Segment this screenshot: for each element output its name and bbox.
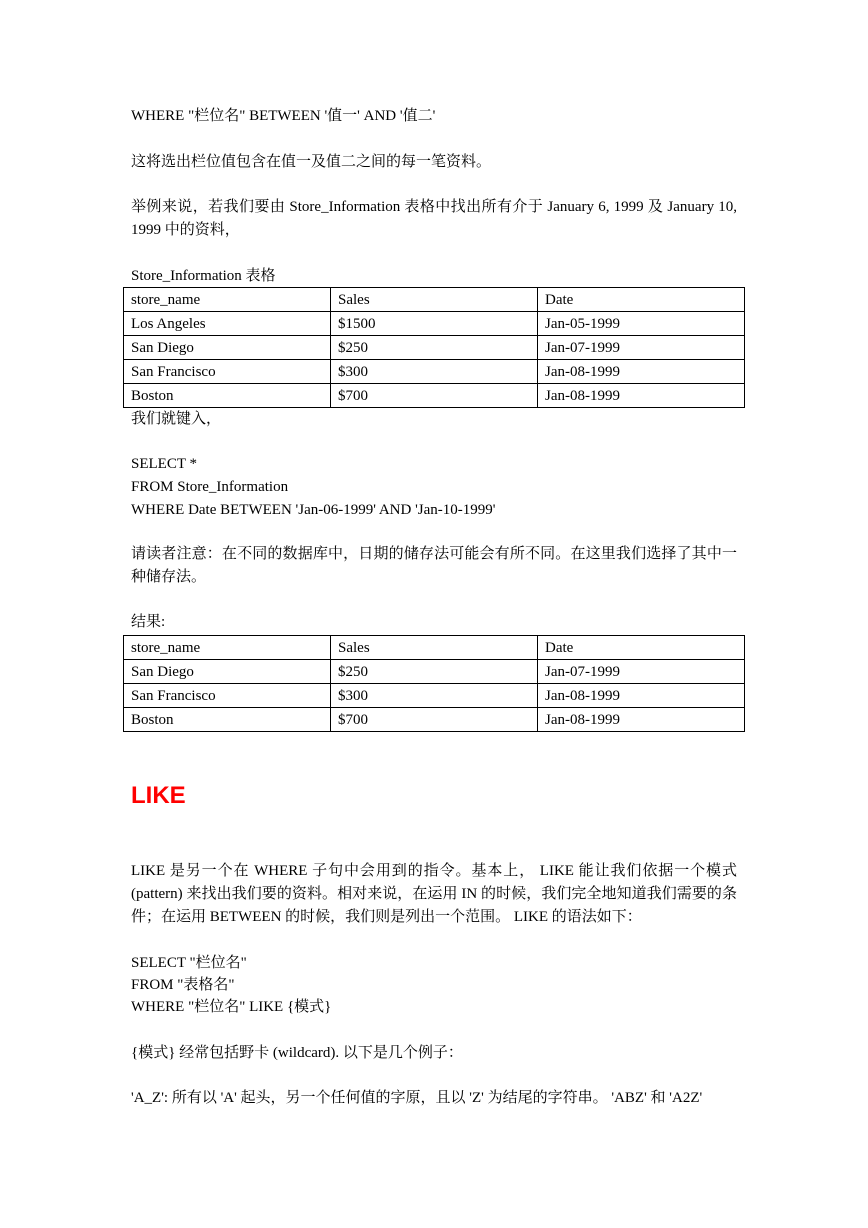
- store-information-table: [123, 287, 745, 408]
- table-row: [124, 684, 745, 708]
- table-cell: $300: [331, 360, 538, 384]
- result-table: [123, 635, 745, 732]
- table-cell: $700: [331, 708, 538, 732]
- between-description: 这将选出栏位值包含在值一及值二之间的每一笔资料。: [131, 154, 492, 170]
- table-cell: $250: [331, 336, 538, 360]
- result-label: 结果:: [131, 614, 166, 630]
- table-cell: Jan-07-1999: [538, 660, 745, 684]
- table-cell: Jan-08-1999: [538, 708, 745, 732]
- table-cell: San Diego: [124, 660, 331, 684]
- wildcard-note: {模式} 经常包括野卡 (wildcard). 以下是几个例子：: [131, 1045, 463, 1061]
- table-cell: $700: [331, 384, 538, 408]
- table-cell: Jan-07-1999: [538, 336, 745, 360]
- sql-line: FROM Store_Information: [131, 479, 289, 495]
- between-example-intro: 举例来说，若我们要由 Store_Information 表格中找出所有介于 January 6, 1999 及 January 10, 1999 中的资料，: [131, 199, 737, 238]
- wildcard-example-a: 'A_Z': 所有以 'A' 起头，另一个任何值的字原，且以 'Z' 为结尾的字符串。 'ABZ' 和 'A2Z': [131, 1090, 703, 1106]
- table-cell: San Francisco: [124, 360, 331, 384]
- table-row: [124, 660, 745, 684]
- like-intro: LIKE 是另一个在 WHERE 子句中会用到的指令。基本上， LIKE 能让我们依据一个模式 (pattern) 来找出我们要的资料。相对来说，在运用 IN 的时候，我们完全地知道我们需要的条件；在运用 BETWEEN 的时候，我们则是列出一个范围。 LIKE 的语法如下：: [131, 863, 737, 925]
- table-cell: Los Angeles: [124, 312, 331, 336]
- table-cell: $250: [331, 660, 538, 684]
- header-cell: Date: [538, 636, 745, 660]
- header-cell: store_name: [124, 636, 331, 660]
- table-header-row: [124, 288, 745, 312]
- table-cell: Jan-08-1999: [538, 684, 745, 708]
- header-cell: Sales: [331, 636, 538, 660]
- table-row: [124, 312, 745, 336]
- storage-note: 请读者注意：在不同的数据库中，日期的储存法可能会有所不同。在这里我们选择了其中一种储存法。: [131, 546, 737, 585]
- sql-line: SELECT "栏位名": [131, 955, 247, 971]
- sql-line: SELECT *: [131, 456, 197, 472]
- table-cell: San Francisco: [124, 684, 331, 708]
- table-header-row: [124, 636, 745, 660]
- header-cell: Date: [538, 288, 745, 312]
- sql-line: FROM "表格名": [131, 977, 235, 993]
- between-syntax-line: WHERE "栏位名" BETWEEN '值一' AND '值二': [131, 108, 436, 124]
- sql-line: WHERE "栏位名" LIKE {模式}: [131, 999, 332, 1015]
- table-cell: Boston: [124, 708, 331, 732]
- type-in-text: 我们就键入，: [131, 411, 222, 427]
- sql-line: WHERE Date BETWEEN 'Jan-06-1999' AND 'Jan-10-1999': [131, 502, 496, 518]
- table-cell: Jan-05-1999: [538, 312, 745, 336]
- store-table-caption: Store_Information 表格: [131, 268, 276, 284]
- table-row: [124, 708, 745, 732]
- table-cell: $1500: [331, 312, 538, 336]
- table-cell: $300: [331, 684, 538, 708]
- header-cell: Sales: [331, 288, 538, 312]
- header-cell: store_name: [124, 288, 331, 312]
- table-cell: Jan-08-1999: [538, 384, 745, 408]
- like-section-heading: LIKE: [131, 782, 186, 809]
- table-row: [124, 336, 745, 360]
- table-cell: Boston: [124, 384, 331, 408]
- table-cell: Jan-08-1999: [538, 360, 745, 384]
- table-row: [124, 360, 745, 384]
- table-row: [124, 384, 745, 408]
- table-cell: San Diego: [124, 336, 331, 360]
